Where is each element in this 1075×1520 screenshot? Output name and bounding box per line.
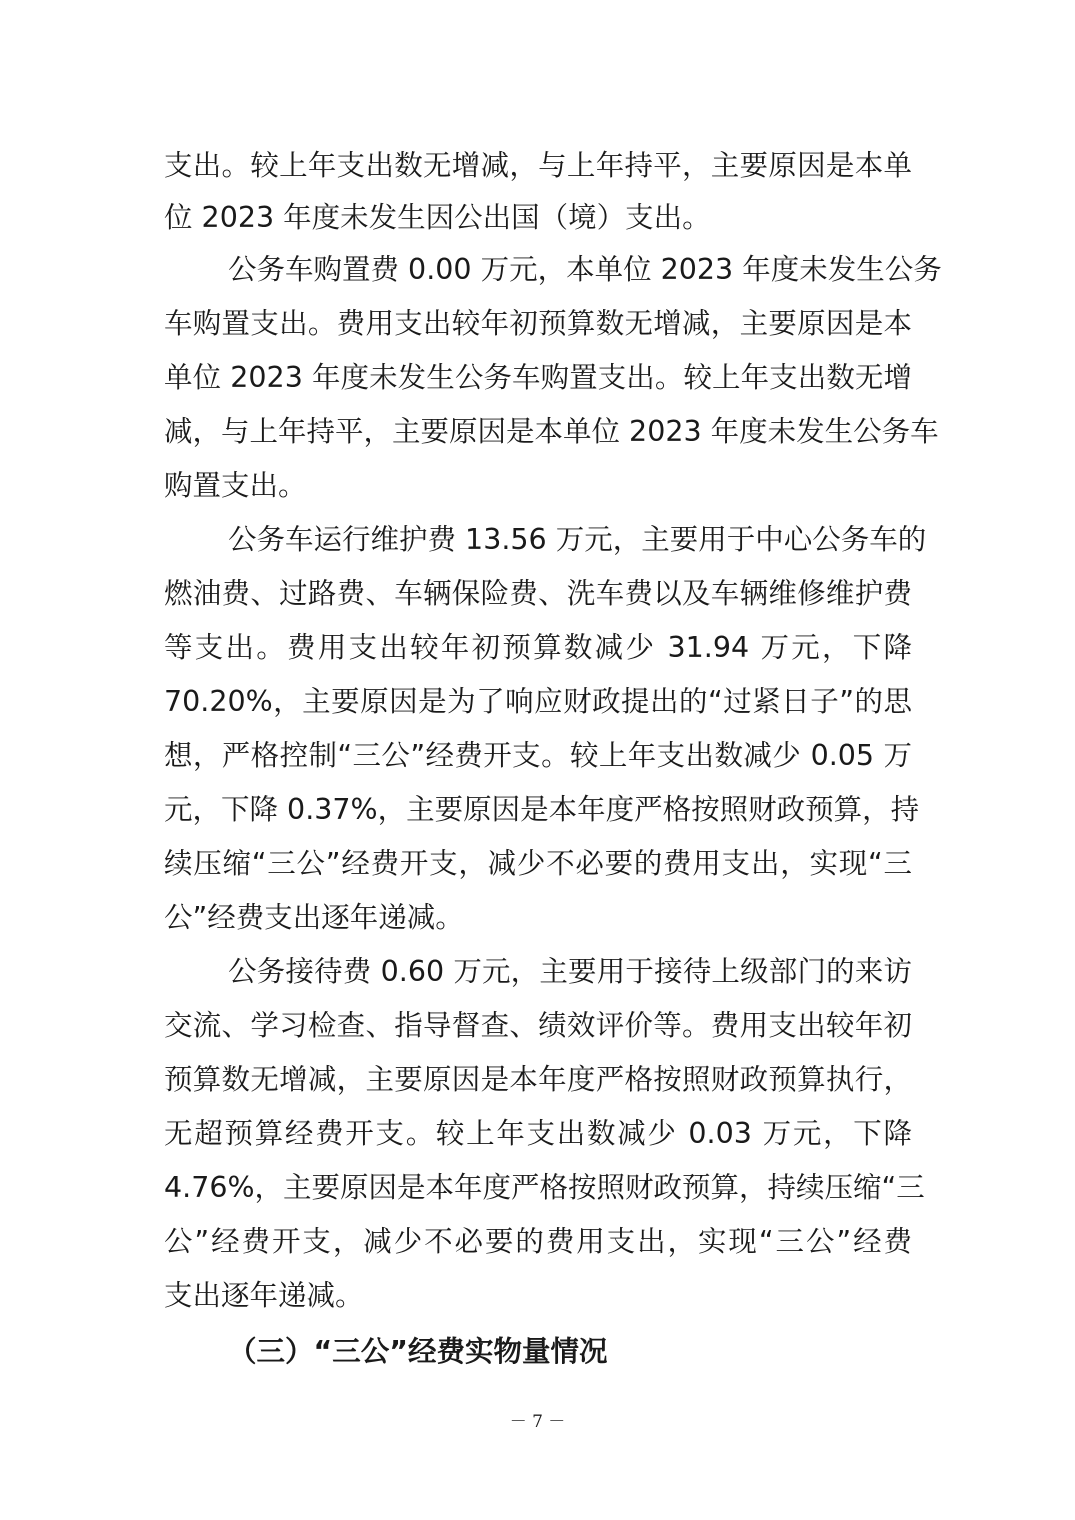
body-text-line: 单位 2023 年度未发生公务车购置支出。较上年支出数无增 (164, 361, 912, 394)
body-text-line: 4.76%，主要原因是本年度严格按照财政预算，持续压缩“三 (164, 1171, 925, 1204)
paragraph-start-line: 公务车运行维护费 13.56 万元，主要用于中心公务车的 (228, 523, 927, 556)
body-text-line: 等支出。费用支出较年初预算数减少 31.94 万元，下降 (164, 631, 912, 664)
paragraph-start-line: 公务接待费 0.60 万元，主要用于接待上级部门的来访 (228, 955, 912, 988)
paragraph-start-line: 公务车购置费 0.00 万元，本单位 2023 年度未发生公务 (228, 253, 942, 286)
body-text-line: 续压缩“三公”经费开支，减少不必要的费用支出，实现“三 (164, 847, 912, 880)
page-number: － 7 － (509, 1412, 566, 1432)
body-text-line: 减，与上年持平，主要原因是本单位 2023 年度未发生公务车 (164, 415, 939, 448)
body-text-line: 车购置支出。费用支出较年初预算数无增减，主要原因是本 (164, 307, 912, 340)
body-text-line: 支出逐年递减。 (164, 1279, 364, 1312)
body-text-line: 购置支出。 (164, 469, 307, 502)
body-text-line: 70.20%，主要原因是为了响应财政提出的“过紧日子”的思 (164, 685, 912, 718)
body-text-line: 交流、学习检查、指导督查、绩效评价等。费用支出较年初 (164, 1009, 912, 1042)
body-text-line: 预算数无增减，主要原因是本年度严格按照财政预算执行， (164, 1063, 912, 1096)
body-text-line: 公”经费支出逐年递减。 (164, 901, 464, 934)
body-text-line: 支出。较上年支出数无增减，与上年持平，主要原因是本单 (164, 149, 912, 182)
body-text-line: 无超预算经费开支。较上年支出数减少 0.03 万元，下降 (164, 1117, 912, 1150)
body-text-line: 想，严格控制“三公”经费开支。较上年支出数减少 0.05 万 (164, 739, 912, 772)
body-text-line: 元，下降 0.37%，主要原因是本年度严格按照财政预算，持 (164, 793, 920, 826)
body-text-line: 位 2023 年度未发生因公出国（境）支出。 (164, 201, 711, 234)
section-heading: （三）“三公”经费实物量情况 (228, 1335, 608, 1368)
body-text-line: 公”经费开支，减少不必要的费用支出，实现“三公”经费 (164, 1225, 912, 1258)
body-text-line: 燃油费、过路费、车辆保险费、洗车费以及车辆维修维护费 (164, 577, 912, 610)
